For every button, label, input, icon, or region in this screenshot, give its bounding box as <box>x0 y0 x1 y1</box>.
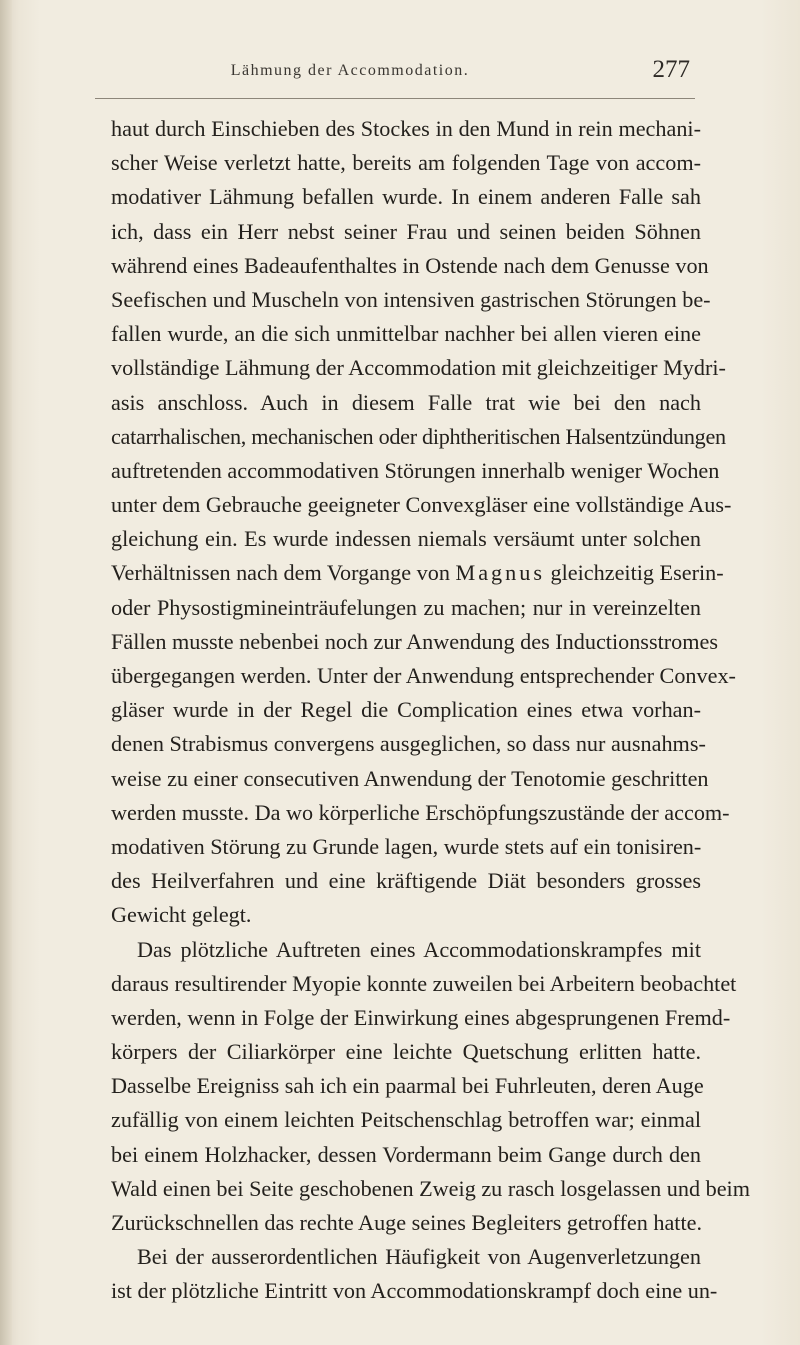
text-line: Dasselbe Ereigniss sah ich ein paarmal bei Fuhrleuten, deren Auge <box>111 1073 704 1099</box>
header-rule <box>95 98 695 99</box>
text-line: Seefischen und Muscheln von intensiven gastrischen Störungen be- <box>111 286 711 312</box>
text-line-with-name <box>111 556 724 590</box>
text-line: zufällig von einem leichten Peitschenschlag betroffen war; einmal <box>111 1107 701 1133</box>
text-line: des Heilverfahren und eine kräftigende Diät besonders grosses <box>111 868 701 894</box>
text-segment: gleichzeitig Eserin- <box>550 560 724 586</box>
text-line: weise zu einer consecutiven Anwendung der Tenotomie geschritten <box>111 765 709 791</box>
text-line: denen Strabismus convergens ausgeglichen, so dass nur ausnahms- <box>111 731 706 757</box>
text-line: körpers der Ciliarkörper eine leichte Quetschung erlitten hatte. <box>111 1039 701 1065</box>
text-line: ist der plötzliche Eintritt von Accommodationskrampf doch eine un- <box>111 1278 718 1304</box>
text-line: ich, dass ein Herr nebst seiner Frau und seinen beiden Söhnen <box>111 218 701 244</box>
text-line: Das plötzliche Auftreten eines Accommodationskrampfes mit <box>137 936 701 962</box>
text-line: modativen Störung zu Grunde lagen, wurde stets auf ein tonisiren- <box>111 833 702 859</box>
body-text <box>111 112 750 1309</box>
text-line: modativer Lähmung befallen wurde. In einem anderen Falle sah <box>111 184 701 210</box>
text-line: oder Physostigmineinträufelungen zu machen; nur in vereinzelten <box>111 594 701 620</box>
text-line: gläser wurde in der Regel die Complication eines etwa vorhan- <box>111 697 701 723</box>
text-segment: Verhältnissen nach dem Vorgange von <box>111 560 450 586</box>
page-number: 277 <box>652 56 690 83</box>
text-line: daraus resultirender Myopie konnte zuweilen bei Arbeitern beobachtet <box>111 970 737 996</box>
text-line: bei einem Holzhacker, dessen Vordermann beim Gange durch den <box>111 1141 701 1167</box>
text-line: auftretenden accommodativen Störungen innerhalb weniger Wochen <box>111 457 720 483</box>
text-line: asis anschloss. Auch in diesem Falle trat wie bei den nach <box>111 389 701 415</box>
text-line: übergegangen werden. Unter der Anwendung entsprechender Convex- <box>111 663 736 688</box>
text-line: catarrhalischen, mechanischen oder diphtheritischen Halsentzündungen <box>111 423 726 449</box>
text-line: Gewicht gelegt. <box>111 902 252 928</box>
text-line: während eines Badeaufenthaltes in Ostende nach dem Genusse von <box>111 252 709 278</box>
text-line: Zurückschnellen das rechte Auge seines Begleiters getroffen hatte. <box>111 1210 703 1235</box>
text-line: haut durch Einschieben des Stockes in den Mund in rein mechani- <box>111 116 701 141</box>
text-line: fallen wurde, an die sich unmittelbar nachher bei allen vieren eine <box>111 321 701 347</box>
running-head: Lähmung der Accommodation. <box>230 62 470 79</box>
page-binding-edge <box>0 0 12 1345</box>
text-line: werden musste. Da wo körperliche Erschöpfungszustände der accom- <box>111 799 730 825</box>
text-line: unter dem Gebrauche geeigneter Convexgläser eine vollständige Aus- <box>111 492 732 518</box>
text-line: Fällen musste nebenbei noch zur Anwendung des Inductionsstromes <box>111 628 718 654</box>
text-line: gleichung ein. Es wurde indessen niemals versäumt unter solchen <box>111 526 701 552</box>
author-name-magnus: Magnus <box>455 560 545 586</box>
text-line: vollständige Lähmung der Accommodation mit gleichzeitiger Mydri- <box>111 355 726 381</box>
text-line: Bei der ausserordentlichen Häufigkeit von Augenverletzungen <box>137 1244 701 1270</box>
text-line: werden, wenn in Folge der Einwirkung eines abgesprungenen Fremd- <box>111 1004 731 1030</box>
page-header <box>100 56 690 92</box>
text-line: Wald einen bei Seite geschobenen Zweig zu rasch losgelassen und beim <box>111 1175 750 1201</box>
text-line: scher Weise verletzt hatte, bereits am folgenden Tage von accom- <box>111 150 701 176</box>
